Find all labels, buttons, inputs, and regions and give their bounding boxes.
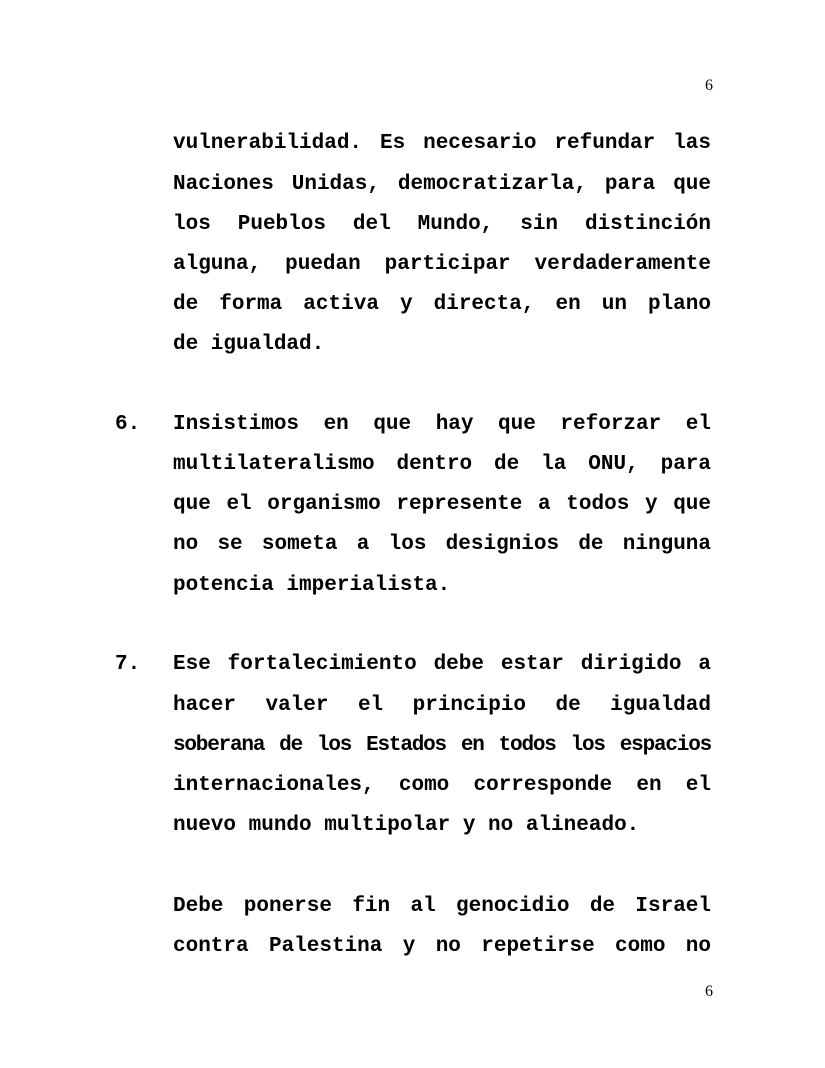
text-line: Naciones Unidas, democratizarla, para que [173,173,711,196]
item-number-6: 6. [115,413,141,436]
page-number-bottom: 6 [705,983,713,1000]
text-line: los Pueblos del Mundo, sin distinción [173,213,711,236]
text-line: Debe ponerse fin al genocidio de Israel [173,895,711,918]
text-line: de igualdad. [173,333,325,356]
text-line: que el organismo represente a todos y que [173,493,711,516]
text-line: hacer valer el principio de igualdad [173,694,711,717]
text-line: de forma activa y directa, en un plano [173,293,711,316]
item-number-7: 7. [115,653,141,676]
text-line: no se someta a los designios de ninguna [173,533,711,556]
text-line: nuevo mundo multipolar y no alineado. [173,814,640,837]
text-line: Ese fortalecimiento debe estar dirigido a [173,653,711,676]
text-line: soberana de los Estados en todos los espacios [173,734,711,757]
text-line: contra Palestina y no repetirse como no [173,935,711,958]
text-line: alguna, puedan participar verdaderamente [173,253,711,276]
page-number-top: 6 [705,77,713,94]
text-line: vulnerabilidad. Es necesario refundar las [173,132,711,155]
text-line: Insistimos en que hay que reforzar el [173,413,711,436]
text-line: internacionales, como corresponde en el [173,774,711,797]
text-line: potencia imperialista. [173,574,451,597]
text-line: multilateralismo dentro de la ONU, para [173,453,711,476]
